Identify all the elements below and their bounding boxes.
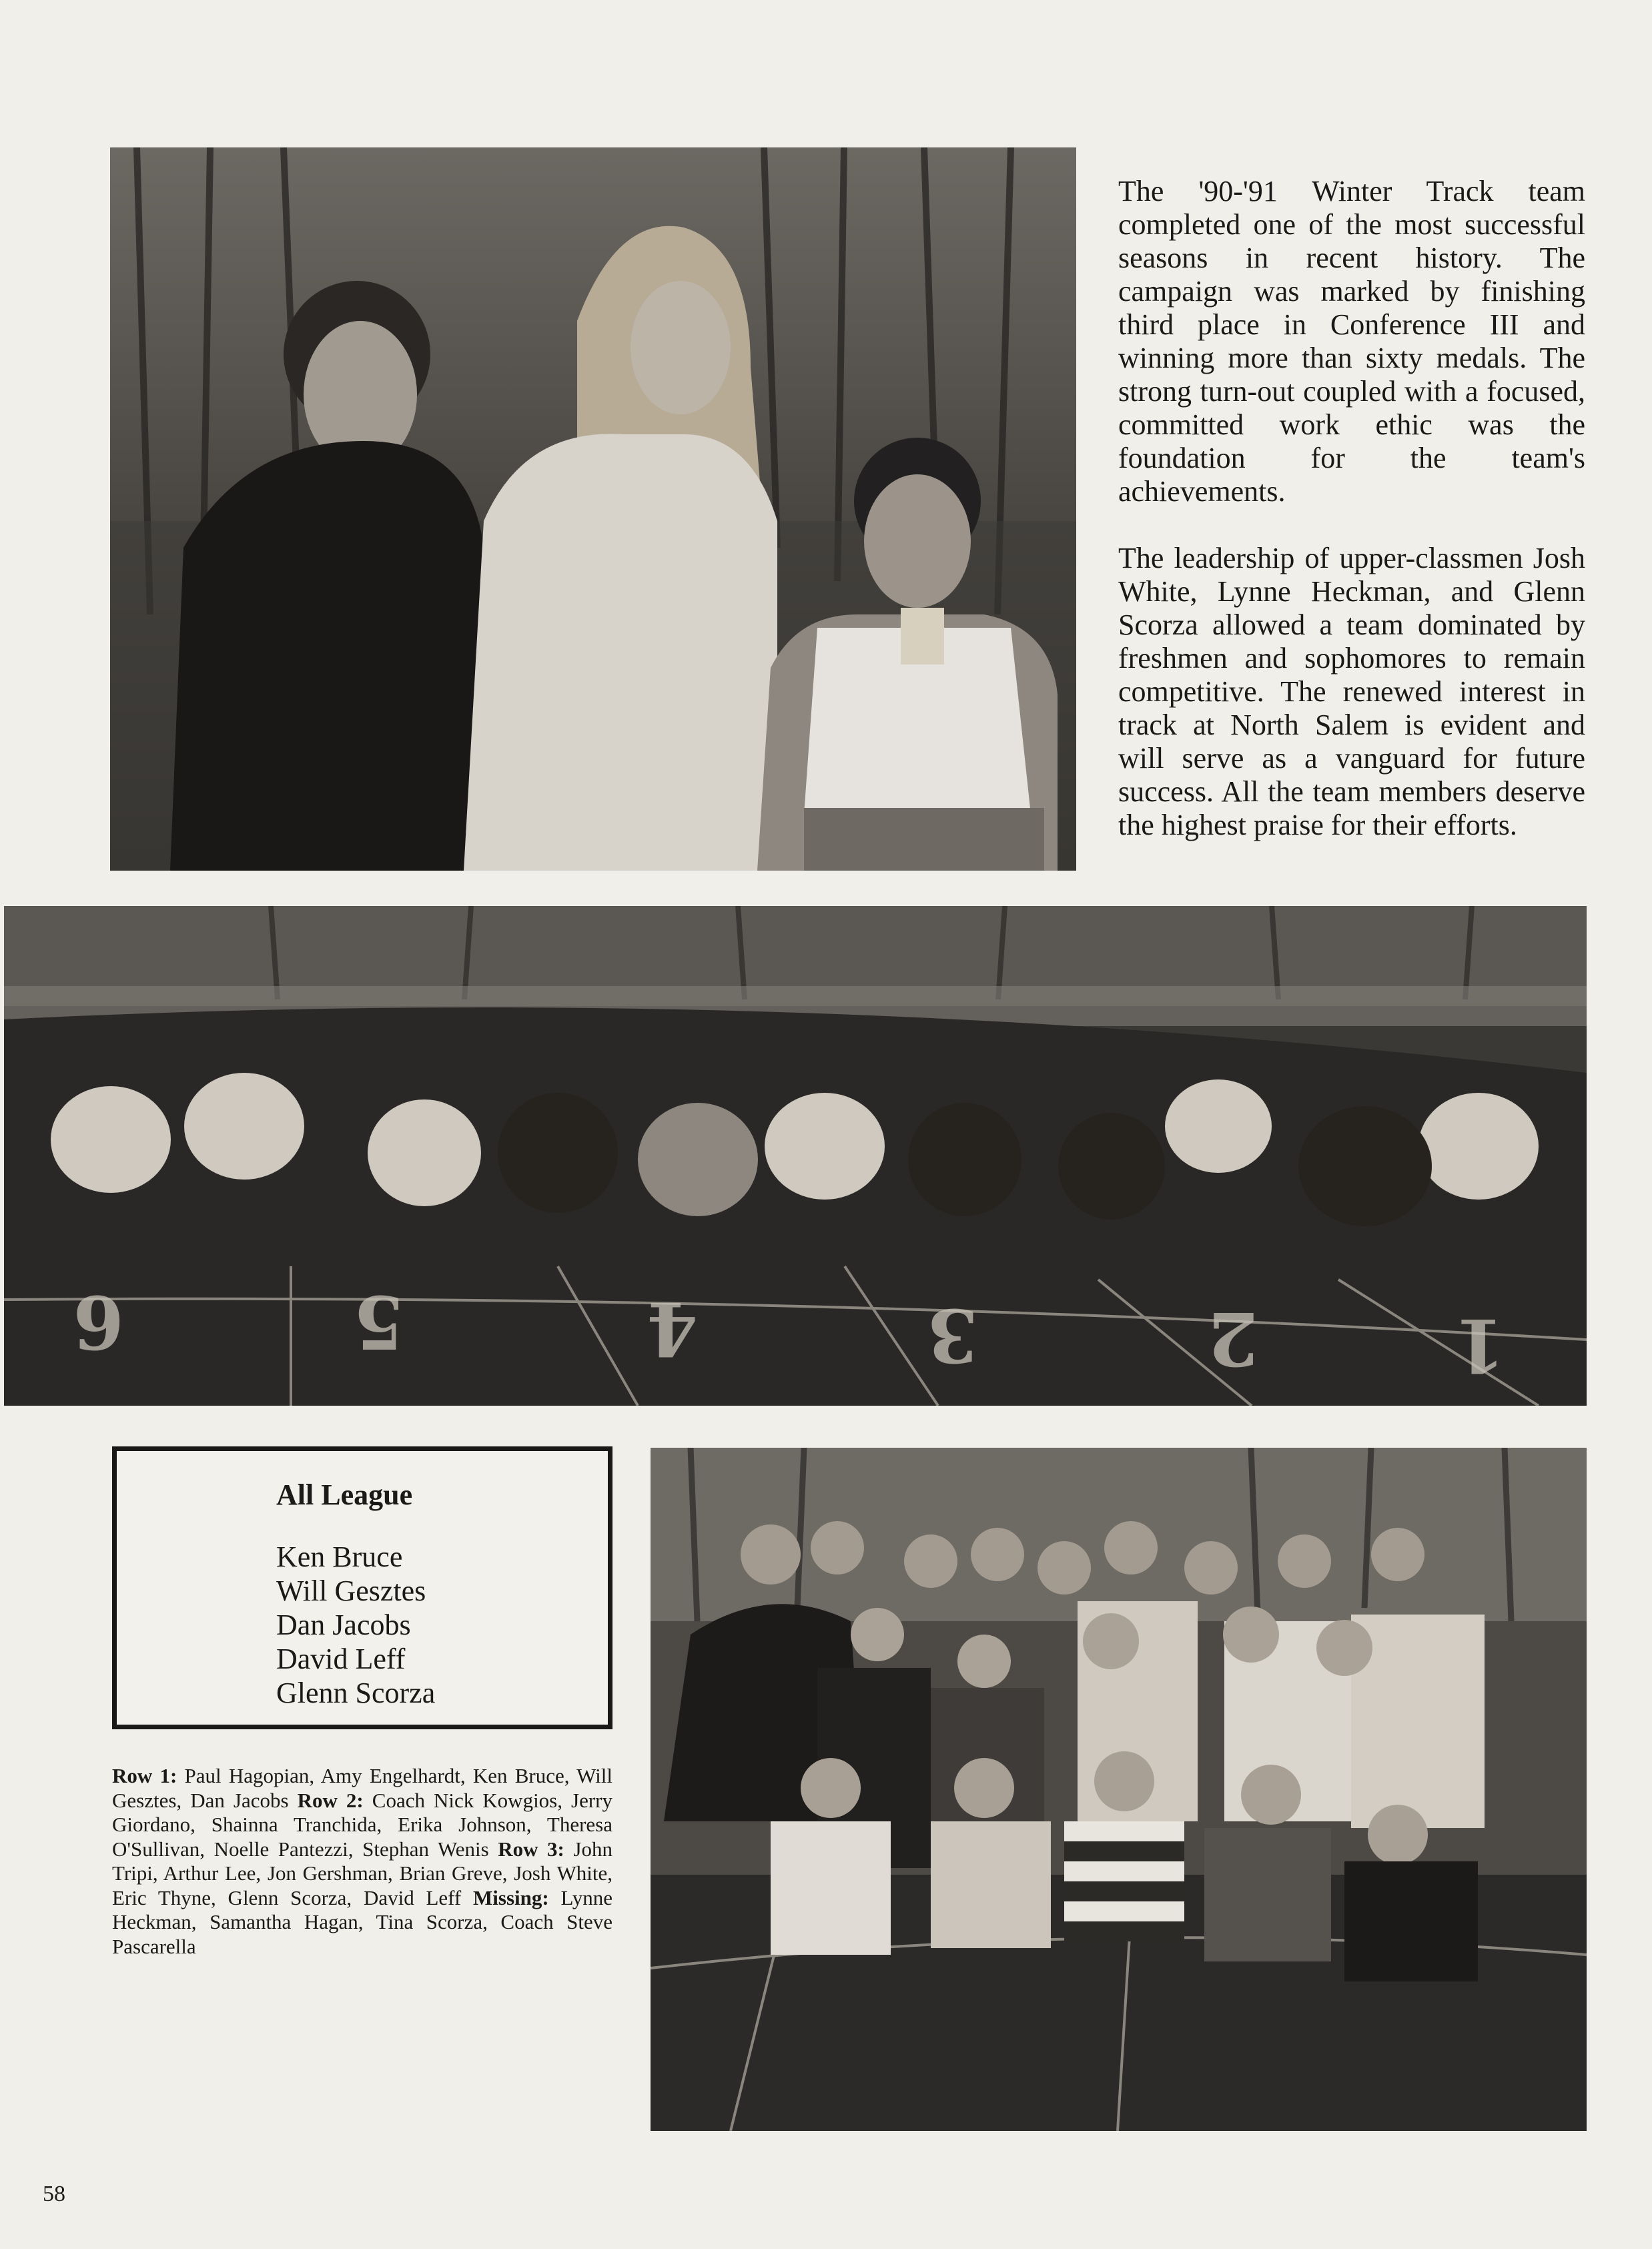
- intro-paragraph-1: The '90-'91 Winter Track team completed one of the most successful seasons in recent history. The campaign was marked by finishing third place in Conference III and winning more than sixty medals. The strong turn-out coupled with a focused, committed work ethic was the foundation for the team's achievements.: [1118, 175, 1585, 508]
- intro-text: [1118, 175, 1585, 875]
- row-3-label: Row 3:: [498, 1837, 564, 1861]
- photo-team: [651, 1448, 1587, 2131]
- intro-paragraph-2: The leadership of upper-classmen Josh White, Lynne Heckman, and Glenn Scorza allowed a team dominated by freshmen and sophomores to remain competitive. The renewed interest in track at North Salem is evident and will serve as a vanguard for future success. All the team members deserve the highest praise for their efforts.: [1118, 542, 1585, 841]
- all-league-names: [276, 1540, 435, 1710]
- lane-number-3: 3: [927, 1292, 978, 1378]
- row-1-label: Row 1:: [112, 1764, 177, 1787]
- lane-number-1: 1: [1454, 1302, 1505, 1388]
- team-roster-caption: [112, 1764, 612, 1959]
- all-league-name: Will Gesztes: [276, 1575, 426, 1607]
- page-number: 58: [43, 2182, 65, 2206]
- all-league-name: Dan Jacobs: [276, 1609, 411, 1641]
- photo-runners-crouched-at-start-line: [4, 906, 1587, 1406]
- lane-number-5: 5: [353, 1279, 404, 1365]
- all-league-title: All League: [276, 1478, 413, 1511]
- photo-winter-track-team-group: [651, 1448, 1587, 2131]
- lane-number-4: 4: [647, 1286, 698, 1372]
- missing-label: Missing:: [473, 1885, 549, 1909]
- row-1-names: Paul Hagopian, Amy Engelhardt, Ken Bruce, Will Gesztes, Dan Jacobs: [112, 1764, 612, 1812]
- photo-starting-line: [4, 906, 1587, 1406]
- photo-three-team-captains: [110, 147, 1076, 871]
- photo-captains: [110, 147, 1076, 871]
- all-league-name: Glenn Scorza: [276, 1677, 436, 1709]
- all-league-box: [112, 1446, 612, 1729]
- lane-number-6: 6: [73, 1279, 124, 1365]
- row-2-label: Row 2:: [297, 1788, 364, 1812]
- row-3-names: John Tripi, Arthur Lee, Jon Gershman, Brian Greve, Josh White, Eric Thyne, Glenn Scorza, David Leff: [112, 1837, 612, 1909]
- row-2-names: Coach Nick Kowgios, Jerry Giordano, Shainna Tranchida, Erika Johnson, Theresa O'Sullivan, Noelle Pantezzi, Stephan Wenis: [112, 1788, 613, 1861]
- all-league-name: Ken Bruce: [276, 1540, 403, 1573]
- lane-number-2: 2: [1207, 1296, 1258, 1382]
- missing-names: Lynne Heckman, Samantha Hagan, Tina Scorza, Coach Steve Pascarella: [112, 1885, 613, 1958]
- all-league-name: David Leff: [276, 1643, 406, 1675]
